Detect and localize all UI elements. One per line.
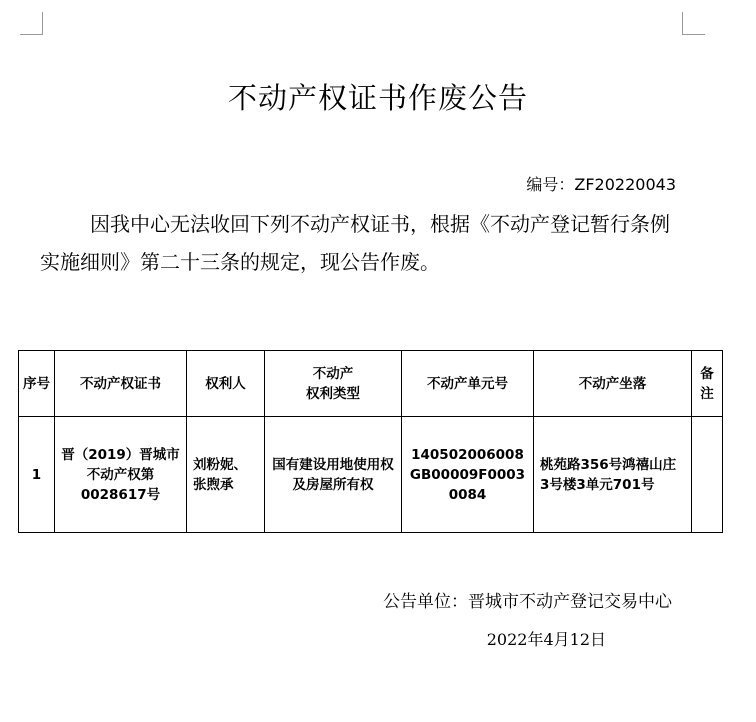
cell-cert: 晋（2019）晋城市不动产权第0028617号 bbox=[55, 417, 187, 533]
crop-mark-top-right bbox=[682, 12, 705, 35]
cell-location: 桃苑路356号鸿禧山庄3号楼3单元701号 bbox=[534, 417, 692, 533]
cell-remark bbox=[692, 417, 723, 533]
header-right-type bbox=[265, 351, 402, 417]
crop-mark-top-left bbox=[20, 12, 43, 35]
certificate-table bbox=[18, 350, 723, 533]
notice-number: 编号：ZF20220043 bbox=[526, 175, 676, 194]
cell-holder: 刘粉妮、张煦承 bbox=[187, 417, 265, 533]
table-row bbox=[19, 417, 723, 533]
header-remark: 备注 bbox=[692, 351, 723, 417]
header-seq: 序号 bbox=[19, 351, 55, 417]
header-location: 不动产坐落 bbox=[534, 351, 692, 417]
cell-seq: 1 bbox=[19, 417, 55, 533]
header-unit: 不动产单元号 bbox=[402, 351, 534, 417]
notice-date: 2022年4月12日 bbox=[486, 630, 606, 649]
cell-unit: 140502006008GB00009F00030084 bbox=[402, 417, 534, 533]
notice-title: 不动产权证书作废公告 bbox=[227, 81, 528, 115]
issuer-line: 公告单位：晋城市不动产登记交易中心 bbox=[383, 592, 672, 612]
header-right-type-line2: 权利类型 bbox=[306, 385, 360, 402]
table-header-row bbox=[19, 351, 723, 417]
notice-body: 因我中心无法收回下列不动产权证书，根据《不动产登记暂行条例实施细则》第二十三条的规定，现公告作废。 bbox=[40, 212, 670, 274]
header-right-type-line1: 不动产 bbox=[312, 365, 354, 382]
header-holder: 权利人 bbox=[187, 351, 265, 417]
header-cert: 不动产权证书 bbox=[55, 351, 187, 417]
cell-right-type: 国有建设用地使用权及房屋所有权 bbox=[265, 417, 402, 533]
